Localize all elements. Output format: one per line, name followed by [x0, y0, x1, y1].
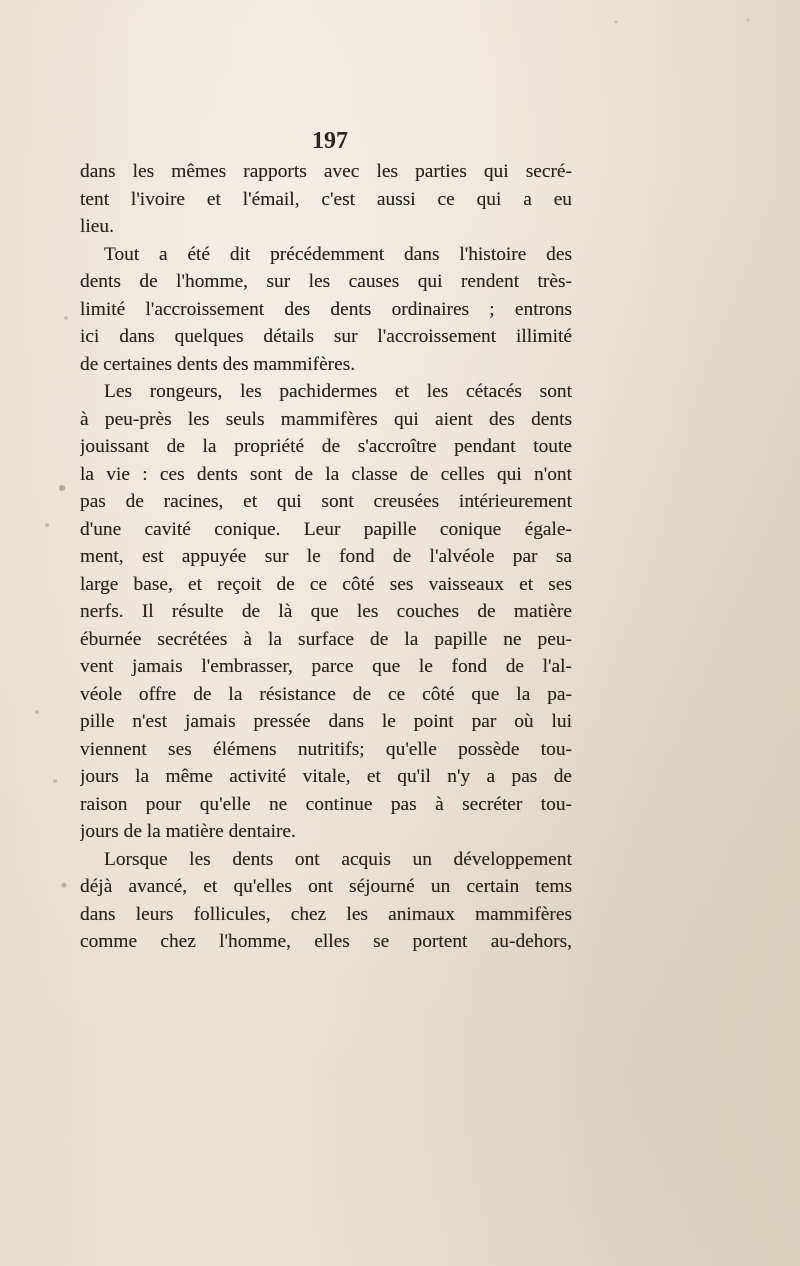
text-line: large base, et reçoit de ce côté ses vaisseaux et ses: [80, 573, 572, 595]
text-line: véole offre de la résistance de ce côté que la pa-: [80, 683, 572, 705]
text-line: vent jamais l'embrasser, parce que le fond de l'al-: [80, 656, 572, 677]
text-line: dans leurs follicules, chez les animaux mammifères: [80, 903, 572, 925]
text-line: jours de la matière dentaire.: [80, 821, 296, 842]
text-line: lieu.: [80, 216, 114, 237]
text-line: Les rongeurs, les pachidermes et les cétacés sont: [104, 381, 572, 402]
text-line: ici dans quelques détails sur l'accroissement illimité: [80, 326, 572, 347]
text-line: tent l'ivoire et l'émail, c'est aussi ce qui a eu: [80, 188, 572, 210]
text-line: comme chez l'homme, elles se portent au-dehors,: [80, 931, 572, 952]
text-line: raison pour qu'elle ne continue pas à secréter tou-: [80, 793, 572, 815]
text-line: limité l'accroissement des dents ordinaires ; entrons: [80, 298, 572, 320]
text-line: pille n'est jamais pressée dans le point par où lui: [80, 711, 572, 732]
text-line: d'une cavité conique. Leur papille conique égale-: [80, 518, 572, 540]
text-line: de certaines dents des mammifères.: [80, 353, 356, 375]
text-line: la vie : ces dents sont de la classe de celles qui n'ont: [80, 463, 572, 485]
text-line: Lorsque les dents ont acquis un développement: [104, 848, 572, 870]
text-line: éburnée secrétées à la surface de la papille ne peu-: [80, 628, 572, 650]
text-line: ment, est appuyée sur le fond de l'alvéole par sa: [80, 546, 572, 567]
text-line: jours la même activité vitale, et qu'il n'y a pas de: [80, 766, 572, 787]
body-text: [80, 158, 572, 956]
text-line: dents de l'homme, sur les causes qui rendent très-: [80, 271, 572, 292]
text-line: à peu-près les seuls mammifères qui aient des dents: [80, 408, 572, 430]
text-line: viennent ses élémens nutritifs; qu'elle possède tou-: [80, 738, 572, 760]
text-line: déjà avancé, et qu'elles ont séjourné un certain tems: [80, 876, 572, 897]
text-line: pas de racines, et qui sont creusées intérieurement: [80, 491, 572, 512]
text-line: jouissant de la propriété de s'accroître pendant toute: [80, 436, 572, 457]
text-line: dans les mêmes rapports avec les parties qui secré-: [80, 161, 572, 182]
text-line: nerfs. Il résulte de là que les couches de matière: [80, 601, 572, 622]
page-number: 197: [312, 128, 348, 154]
text-line: Tout a été dit précédemment dans l'histoire des: [104, 243, 572, 265]
